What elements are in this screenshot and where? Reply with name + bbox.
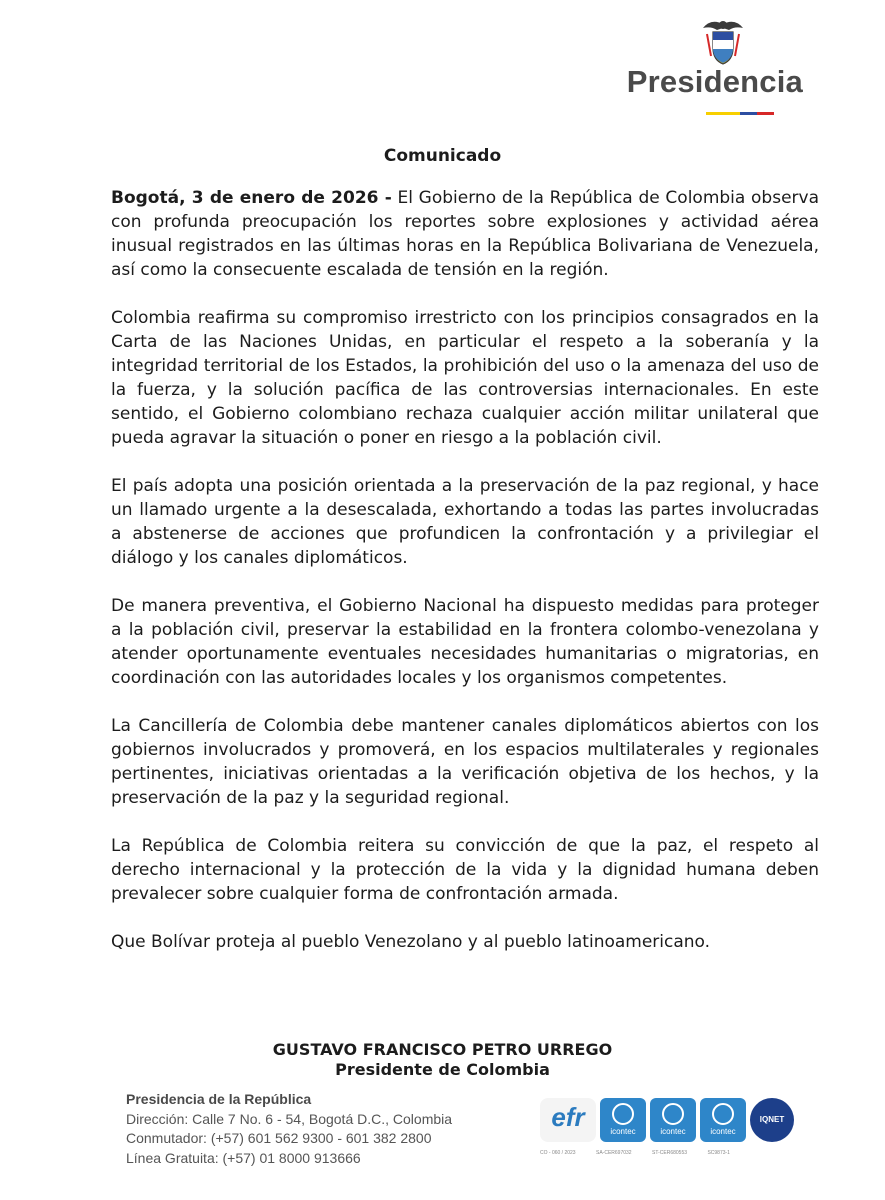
cert-code: CO - 060 / 2023 [540,1150,576,1156]
cert-code: SA-CER697032 [596,1150,632,1156]
cert-code: SC9873-1 [707,1150,730,1156]
dateline: Bogotá, 3 de enero de 2026 - [111,188,392,208]
paragraph-6: La República de Colombia reitera su convicción de que la paz, el respeto al derecho internacional y la protección de la vida y la dignidad humana deben prevalecer sobre cualquier forma de confrontación armada. [111,836,819,904]
colombia-coat-of-arms-icon [701,16,745,66]
certification-codes [540,1150,730,1156]
signatory-name: GUSTAVO FRANCISCO PETRO URREGO [272,1040,613,1059]
footer-contact [126,1090,452,1168]
signature-block [0,1040,885,1080]
paragraph-5: La Cancillería de Colombia debe mantener canales diplomáticos abiertos con los gobiernos involucrados y promoverá, en los espacios multilaterales y regionales pertinentes, iniciativas orientadas a la verificación objetiva de los hechos, y la preservación de la paz y la seguridad regional. [111,716,819,808]
iqnet-certification-icon: IQNET [750,1098,794,1142]
footer-phone: Conmutador: (+57) 601 562 9300 - 601 382 2800 [126,1130,432,1146]
footer-address: Dirección: Calle 7 No. 6 - 54, Bogotá D.C., Colombia [126,1110,453,1127]
certification-logos [540,1098,794,1142]
paragraph-1 [111,186,819,282]
icontec-certification-icon: icontec [650,1098,696,1142]
document-title: Comunicado [383,146,502,166]
footer-org: Presidencia de la República [126,1091,312,1107]
presidencia-wordmark: Presidencia [626,64,803,99]
presidencia-logo [626,16,803,108]
signatory-role: Presidente de Colombia [335,1060,550,1079]
paragraph-4: De manera preventiva, el Gobierno Nacional ha dispuesto medidas para proteger a la población civil, preservar la estabilidad en la frontera colombo-venezolana y atender oportunamente eventuales necesidades humanitarias o migratorias, en coordinación con las autoridades locales y los organismos competentes. [111,596,819,688]
document-body [111,186,819,978]
footer-toll-free: Línea Gratuita: (+57) 01 8000 913666 [126,1149,361,1166]
efr-certification-icon: efr [540,1098,596,1142]
paragraph-7: Que Bolívar proteja al pueblo Venezolano y al pueblo latinoamericano. [111,932,711,952]
paragraph-1-text: El Gobierno de la República de Colombia observa con profunda preocupación los reportes sobre explosiones y actividad aérea inusual registrados en las últimas horas en la República Bolivariana de Venezuela, así como la consecuente escalada de tensión en la región. [111,188,820,280]
icontec-certification-icon: icontec [700,1098,746,1142]
paragraph-3: El país adopta una posición orientada a la preservación de la paz regional, y hace un llamado urgente a la desescalada, exhortando a todas las partes involucradas a abstenerse de acciones que profundicen la confrontación y a privilegiar el diálogo y los canales diplomáticos. [111,476,819,568]
flag-stripe [706,112,774,115]
paragraph-2: Colombia reafirma su compromiso irrestricto con los principios consagrados en la Carta de las Naciones Unidas, en particular el respeto a la soberanía y la integridad territorial de los Estados, la prohibición del uso o la amenaza del uso de la fuerza, y la solución pacífica de las controversias internacionales. En este sentido, el Gobierno colombiano rechaza cualquier acción militar unilateral que pueda agravar la situación o poner en riesgo a la población civil. [111,308,819,448]
cert-code: ST-CER680553 [652,1150,688,1156]
icontec-certification-icon: icontec [600,1098,646,1142]
